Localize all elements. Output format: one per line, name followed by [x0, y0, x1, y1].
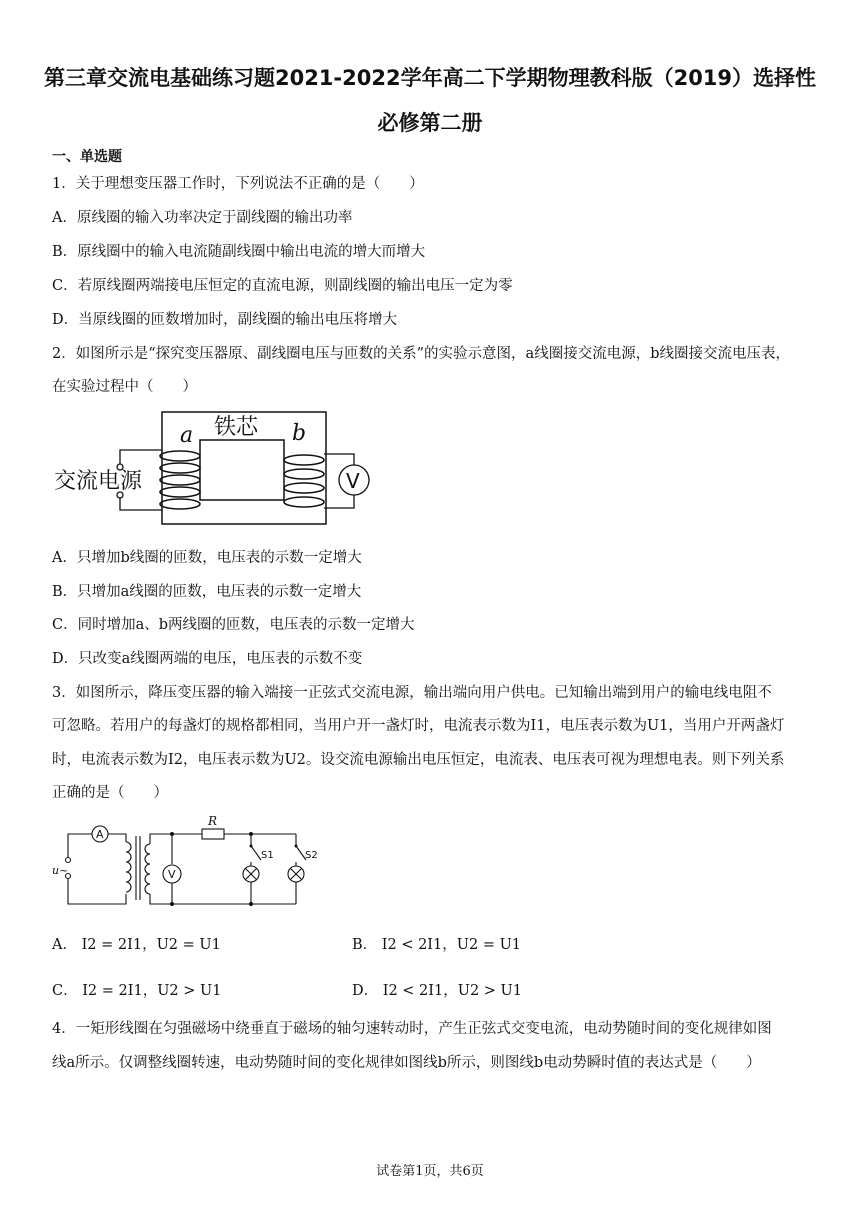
core-label: 铁芯: [214, 415, 259, 440]
q1-option-a: A．原线圈的输入功率决定于副线圈的输出功率: [52, 210, 353, 226]
q2-option-d: D．只改变a线圈两端的电压，电压表的示数不变: [52, 651, 363, 667]
q1-stem: 1．关于理想变压器工作时，下列说法不正确的是（ ）: [52, 176, 424, 192]
q3-stem-line3: 时，电流表示数为I2，电压表示数为U2。设交流电源输出电压恒定，电流表、电压表可视为理想电表。则下列关系: [52, 752, 785, 768]
q1-option-d: D．当原线圈的匝数增加时，副线圈的输出电压将增大: [52, 312, 398, 328]
q1-option-b: B．原线圈中的输入电流随副线圈中输出电流的增大而增大: [52, 244, 426, 260]
transformer-figure: [52, 404, 382, 534]
q2-stem-line2: 在实验过程中（ ）: [52, 379, 197, 395]
voltmeter-label: V: [346, 469, 360, 493]
source-label: 交流电源: [54, 469, 143, 494]
q1-option-c: C．若原线圈两端接电压恒定的直流电源，则副线圈的输出电压一定为零: [52, 278, 513, 294]
switch-s2-label: S2: [305, 850, 318, 861]
voltmeter-label: V: [168, 868, 176, 881]
q2-option-b: B．只增加a线圈的匝数，电压表的示数一定增大: [52, 584, 362, 600]
q3-stem-line2: 可忽略。若用户的每盏灯的规格都相同，当用户开一盏灯时，电流表示数为I1，电压表示数为U1，当用户开两盏灯: [52, 718, 785, 734]
q3-option-c: C． I2 = 2I1，U2 > U1: [52, 983, 222, 999]
q3-option-b: B． I2 < 2I1，U2 = U1: [352, 937, 522, 953]
q3-option-d: D． I2 < 2I1，U2 > U1: [352, 983, 522, 999]
q2-option-c: C．同时增加a、b两线圈的匝数，电压表的示数一定增大: [52, 617, 415, 633]
page-footer: 试卷第1页，共6页: [376, 1164, 484, 1179]
q2-option-a: A．只增加b线圈的匝数，电压表的示数一定增大: [52, 550, 362, 566]
q2-stem-line1: 2．如图所示是“探究变压器原、副线圈电压与匝数的关系”的实验示意图，a线圈接交流电源，b线圈接交流电压表，: [52, 346, 790, 362]
resistor-label: R: [208, 814, 218, 828]
circuit-figure: [52, 812, 318, 912]
coil-b-label: b: [292, 421, 307, 446]
source-label: u~: [52, 864, 69, 877]
q4-stem-line2: 线a所示。仅调整线圈转速，电动势随时间的变化规律如图线b所示，则图线b电动势瞬时值的表达式是（ ）: [52, 1055, 761, 1071]
switch-s1-label: S1: [261, 850, 274, 861]
section-heading: 一、单选题: [52, 149, 122, 165]
page-title: 第三章交流电基础练习题2021-2022学年高二下学期物理教科版（2019）选择性: [43, 66, 817, 90]
q3-stem-line1: 3．如图所示，降压变压器的输入端接一正弦式交流电源，输出端向用户供电。已知输出端到用户的输电线电阻不: [52, 685, 772, 701]
q3-option-a: A． I2 = 2I1，U2 = U1: [52, 937, 221, 953]
ammeter-label: A: [96, 828, 104, 841]
coil-a-label: a: [180, 423, 194, 448]
page-title-line2: 必修第二册: [377, 111, 483, 135]
q3-stem-line4: 正确的是（ ）: [52, 785, 168, 801]
q4-stem-line1: 4．一矩形线圈在匀强磁场中绕垂直于磁场的轴匀速转动时，产生正弦式交变电流，电动势随时间的变化规律如图: [52, 1021, 772, 1037]
